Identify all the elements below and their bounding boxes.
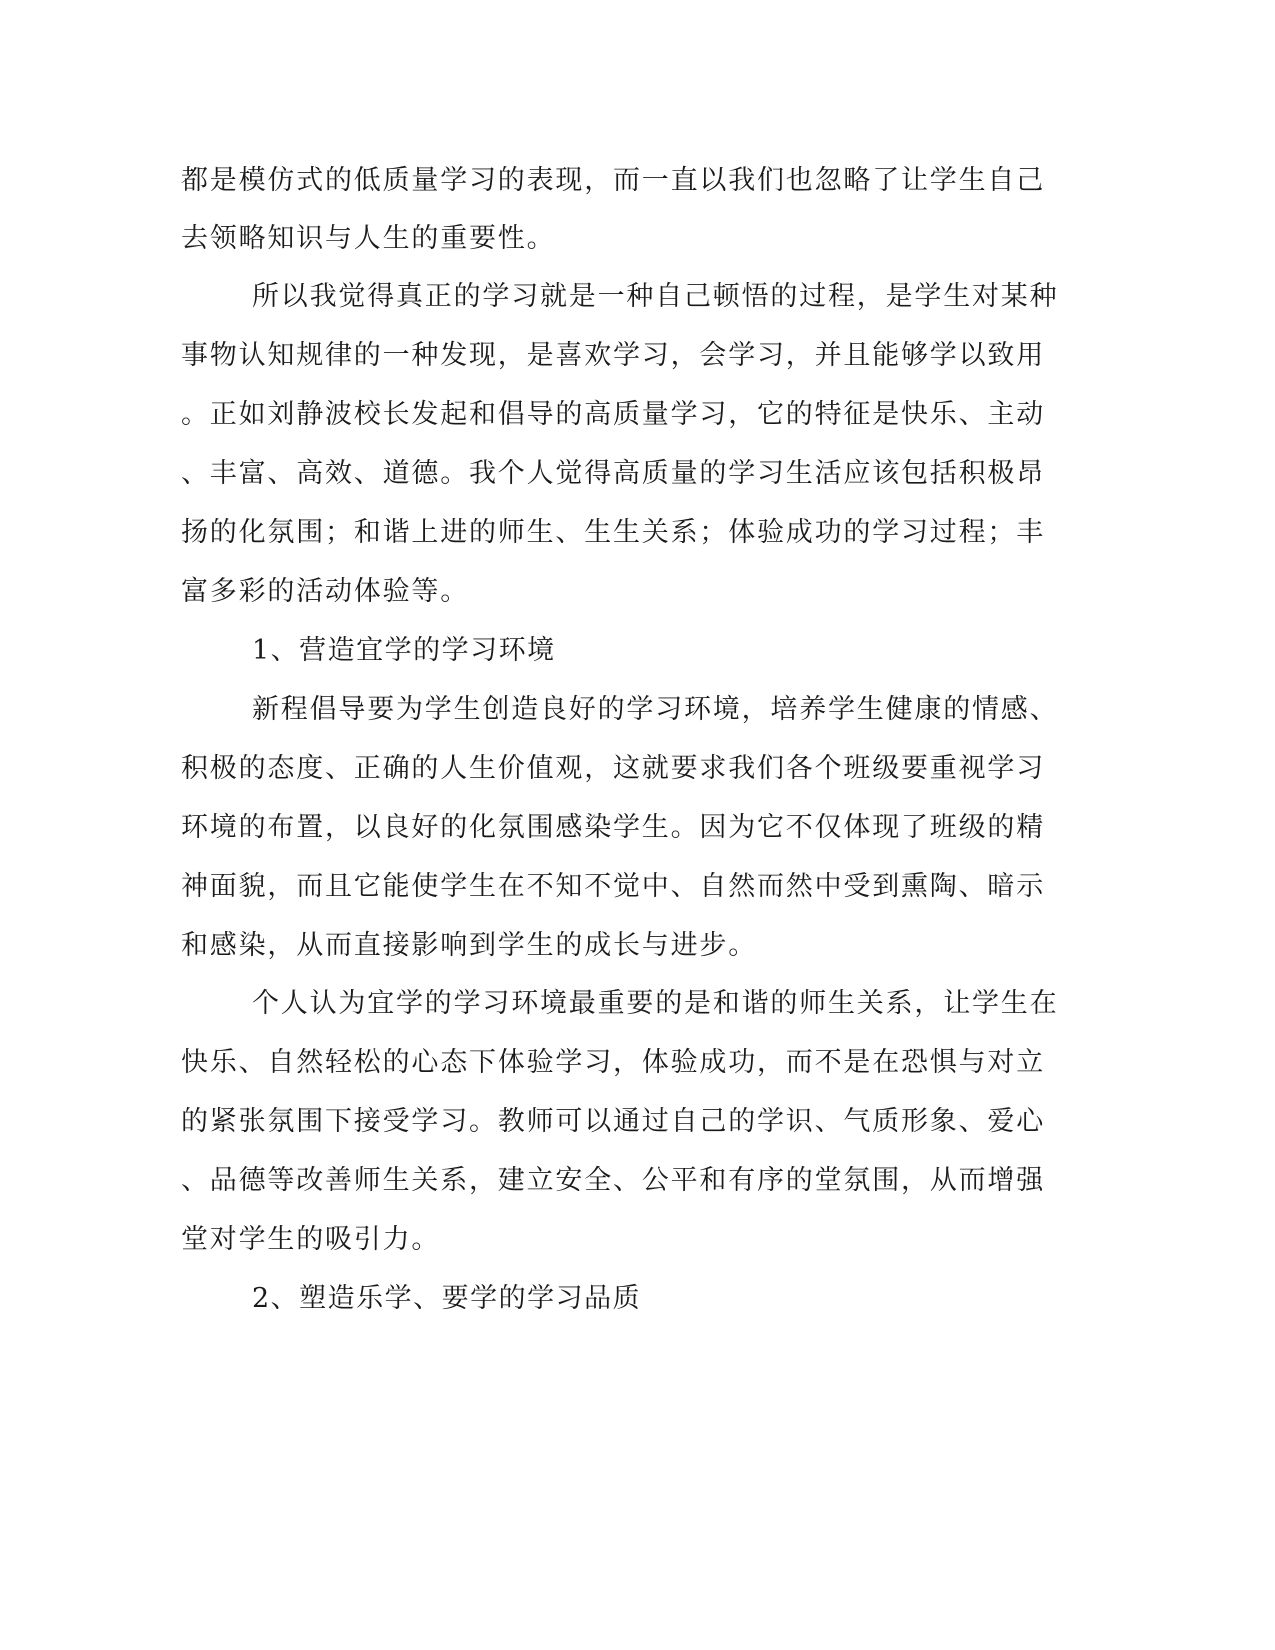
text-line: 。正如刘静波校长发起和倡导的高质量学习，它的特征是快乐、主动: [181, 399, 1045, 430]
paragraph-start-line: 所以我觉得真正的学习就是一种自己顿悟的过程，是学生对某种: [252, 281, 1059, 312]
text-line: 都是模仿式的低质量学习的表现，而一直以我们也忽略了让学生自己: [181, 165, 1045, 196]
paragraph-start-line: 个人认为宜学的学习环境最重要的是和谐的师生关系，让学生在: [252, 988, 1059, 1019]
text-line: 富多彩的活动体验等。: [181, 576, 469, 607]
paragraph-start-line: 新程倡导要为学生创造良好的学习环境，培养学生健康的情感、: [252, 694, 1059, 725]
section-heading-1: 1、营造宜学的学习环境: [252, 635, 556, 666]
text-line: 的紧张氛围下接受学习。教师可以通过自己的学识、气质形象、爱心: [181, 1106, 1045, 1137]
section-heading-2: 2、塑造乐学、要学的学习品质: [252, 1283, 642, 1314]
text-line: 神面貌，而且它能使学生在不知不觉中、自然而然中受到熏陶、暗示: [181, 871, 1045, 902]
text-line: 和感染，从而直接影响到学生的成长与进步。: [181, 930, 757, 961]
text-line: 、丰富、高效、道德。我个人觉得高质量的学习生活应该包括积极昂: [181, 458, 1045, 489]
text-line: 、品德等改善师生关系，建立安全、公平和有序的堂氛围，从而增强: [181, 1165, 1045, 1196]
text-line: 环境的布置，以良好的化氛围感染学生。因为它不仅体现了班级的精: [181, 812, 1045, 843]
text-line: 事物认知规律的一种发现，是喜欢学习，会学习，并且能够学以致用: [181, 340, 1045, 371]
text-line: 堂对学生的吸引力。: [181, 1224, 441, 1255]
text-line: 积极的态度、正确的人生价值观，这就要求我们各个班级要重视学习: [181, 753, 1045, 784]
text-line: 扬的化氛围；和谐上进的师生、生生关系；体验成功的学习过程；丰: [181, 517, 1045, 548]
text-line: 去领略知识与人生的重要性。: [181, 223, 556, 254]
text-line: 快乐、自然轻松的心态下体验学习，体验成功，而不是在恐惧与对立: [181, 1047, 1045, 1078]
